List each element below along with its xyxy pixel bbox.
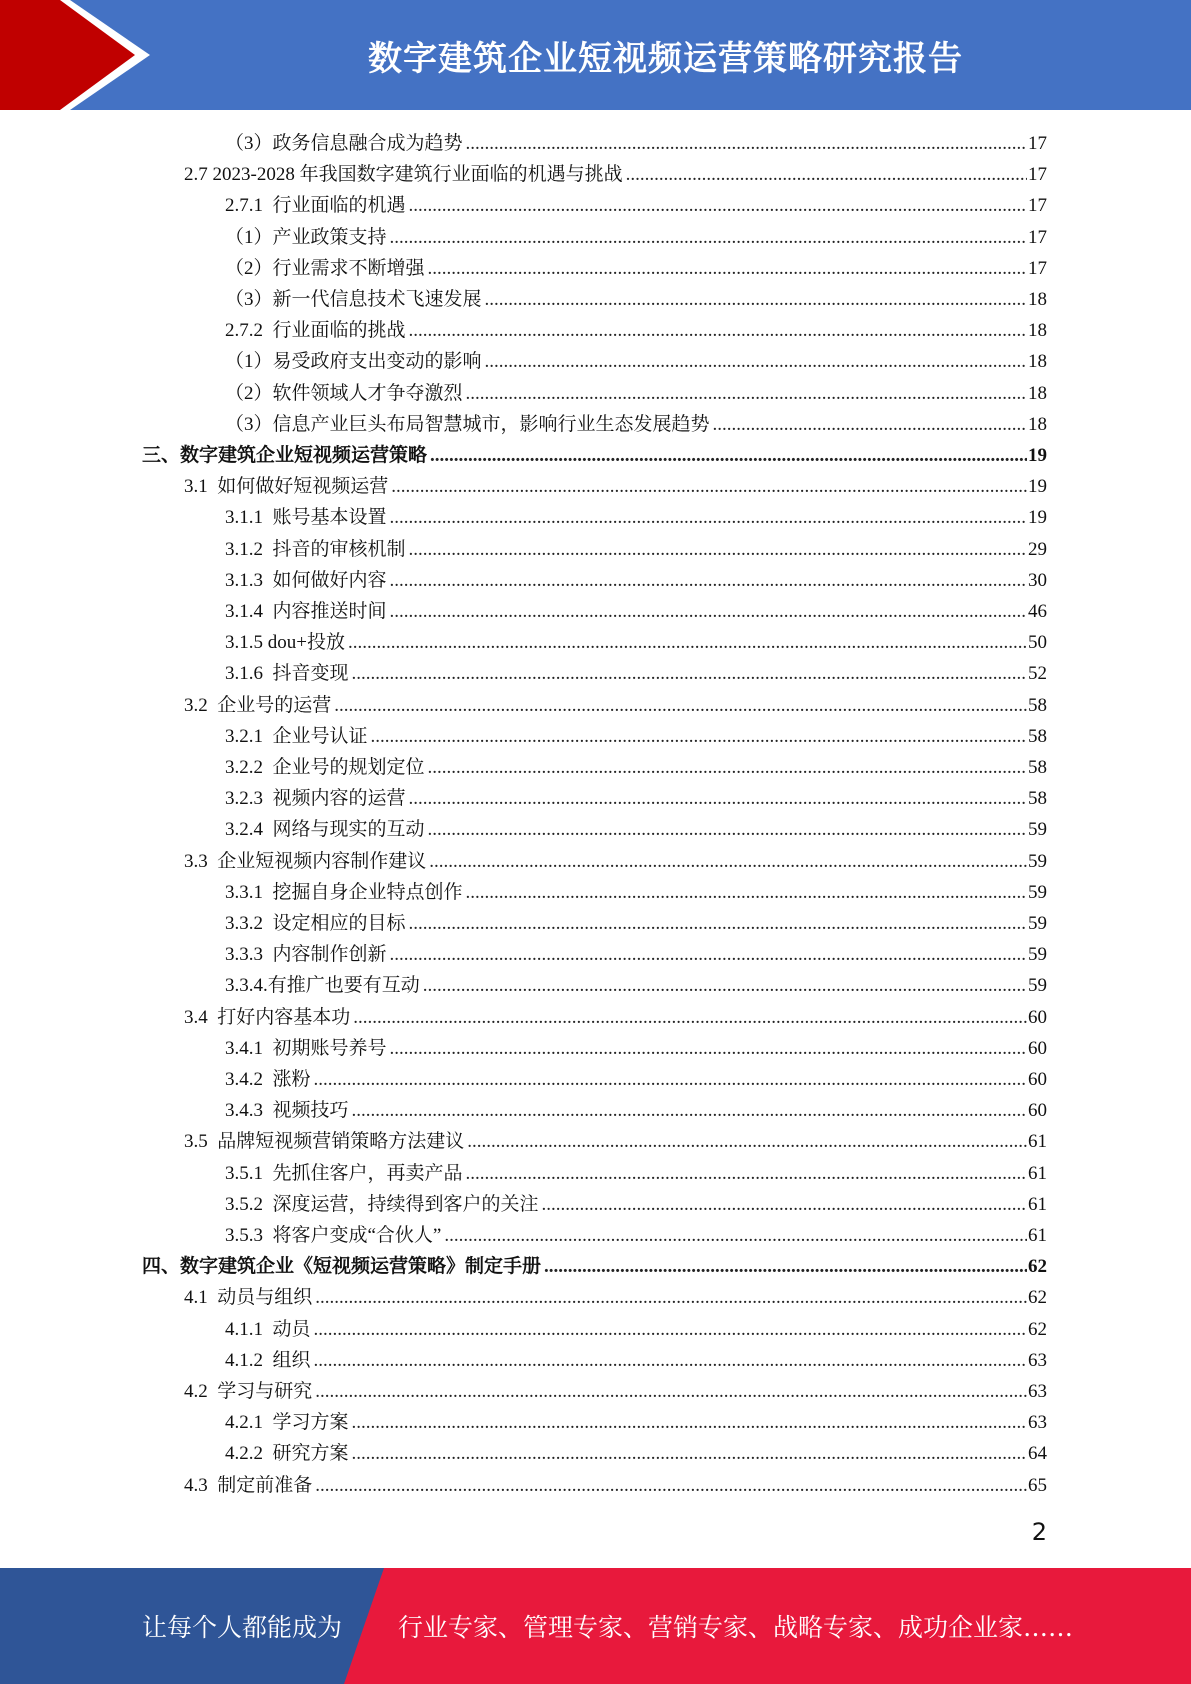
- toc-entry-label: 3.1 如何做好短视频运营: [184, 476, 389, 497]
- toc-dot-leader: [409, 783, 1027, 814]
- toc-entry-page: 17: [1028, 133, 1047, 154]
- toc-entry[interactable]: [225, 596, 1047, 627]
- toc-entry-label: （3）新一代信息技术飞速发展: [225, 289, 482, 310]
- toc-entry[interactable]: [225, 346, 1047, 377]
- toc-dot-leader: [353, 1002, 1027, 1033]
- toc-dot-leader: [390, 596, 1027, 627]
- toc-dot-leader: [423, 970, 1027, 1001]
- toc-entry-label: 4.2.2 研究方案: [225, 1443, 349, 1464]
- toc-entry-page: 59: [1028, 944, 1047, 965]
- toc-entry[interactable]: [225, 877, 1047, 908]
- toc-entry-page: 62: [1028, 1287, 1047, 1308]
- toc-entry-label: 3.2 企业号的运营: [184, 695, 332, 716]
- toc-dot-leader: [409, 315, 1027, 346]
- toc-dot-leader: [390, 502, 1027, 533]
- report-title: 数字建筑企业短视频运营策略研究报告: [368, 38, 963, 79]
- toc-entry[interactable]: [225, 502, 1047, 533]
- toc-dot-leader: [352, 1407, 1027, 1438]
- toc-entry-page: 61: [1028, 1225, 1047, 1246]
- toc-entry-label: 四、数字建筑企业《短视频运营策略》制定手册: [142, 1256, 542, 1277]
- toc-entry-page: 61: [1028, 1131, 1047, 1152]
- toc-entry[interactable]: [225, 1189, 1047, 1220]
- toc-entry-page: 65: [1028, 1475, 1047, 1496]
- toc-dot-leader: [390, 1033, 1027, 1064]
- toc-entry[interactable]: [225, 1314, 1047, 1345]
- toc-entry-label: 3.1.4 内容推送时间: [225, 601, 387, 622]
- toc-dot-leader: [314, 1314, 1027, 1345]
- toc-entry[interactable]: [225, 253, 1047, 284]
- toc-dot-leader: [352, 1095, 1027, 1126]
- page-header: [0, 0, 1191, 110]
- toc-entry-label: （1）产业政策支持: [225, 227, 387, 248]
- toc-entry[interactable]: [225, 1158, 1047, 1189]
- toc-entry[interactable]: [225, 658, 1047, 689]
- toc-entry-label: 3.2.4 网络与现实的互动: [225, 819, 425, 840]
- toc-dot-leader: [485, 346, 1027, 377]
- toc-dot-leader: [409, 908, 1027, 939]
- toc-entry[interactable]: [225, 1345, 1047, 1376]
- toc-entry[interactable]: [225, 908, 1047, 939]
- toc-entry-label: 2.7.1 行业面临的机遇: [225, 195, 406, 216]
- toc-entry-page: 64: [1028, 1443, 1047, 1464]
- toc-dot-leader: [467, 1126, 1027, 1157]
- toc-entry[interactable]: [184, 1282, 1047, 1313]
- toc-entry[interactable]: [225, 409, 1047, 440]
- toc-entry-page: 58: [1028, 757, 1047, 778]
- toc-dot-leader: [485, 284, 1027, 315]
- toc-entry[interactable]: [225, 783, 1047, 814]
- toc-entry-label: 4.3 制定前准备: [184, 1475, 313, 1496]
- toc-entry-label: 4.1.2 组织: [225, 1350, 311, 1371]
- toc-dot-leader: [409, 534, 1027, 565]
- toc-entry-label: （2）行业需求不断增强: [225, 258, 425, 279]
- toc-entry-label: 3.1.3 如何做好内容: [225, 570, 387, 591]
- toc-entry[interactable]: [225, 1438, 1047, 1469]
- toc-entry[interactable]: [225, 315, 1047, 346]
- toc-dot-leader: [334, 690, 1027, 721]
- toc-entry[interactable]: [225, 565, 1047, 596]
- toc-entry-label: 3.2.3 视频内容的运营: [225, 788, 406, 809]
- toc-entry[interactable]: [184, 1470, 1047, 1501]
- toc-entry[interactable]: [225, 627, 1047, 658]
- toc-entry-page: 59: [1028, 975, 1047, 996]
- toc-entry[interactable]: [184, 159, 1047, 190]
- toc-entry[interactable]: [225, 222, 1047, 253]
- toc-entry[interactable]: [225, 1064, 1047, 1095]
- toc-entry-label: 3.5.1 先抓住客户，再卖产品: [225, 1163, 463, 1184]
- toc-dot-leader: [348, 627, 1027, 658]
- toc-entry-page: 17: [1028, 164, 1047, 185]
- toc-entry-label: 3.1.5 dou+投放: [225, 632, 345, 653]
- toc-entry-page: 58: [1028, 726, 1047, 747]
- toc-entry-page: 18: [1028, 414, 1047, 435]
- toc-entry[interactable]: [225, 752, 1047, 783]
- toc-entry-page: 52: [1028, 663, 1047, 684]
- toc-entry[interactable]: [225, 534, 1047, 565]
- toc-entry-label: 4.1 动员与组织: [184, 1287, 313, 1308]
- toc-dot-leader: [315, 1282, 1027, 1313]
- toc-entry-page: 46: [1028, 601, 1047, 622]
- toc-entry[interactable]: [184, 471, 1047, 502]
- toc-entry-label: 3.3.2 设定相应的目标: [225, 913, 406, 934]
- toc-dot-leader: [390, 939, 1027, 970]
- toc-dot-leader: [428, 752, 1027, 783]
- toc-dot-leader: [390, 565, 1027, 596]
- toc-dot-leader: [542, 1189, 1027, 1220]
- toc-entry-label: 4.2.1 学习方案: [225, 1412, 349, 1433]
- toc-dot-leader: [352, 658, 1027, 689]
- toc-entry-page: 18: [1028, 383, 1047, 404]
- toc-dot-leader: [314, 1345, 1027, 1376]
- toc-entry-label: 3.5.3 将客户变成“合伙人”: [225, 1225, 442, 1246]
- toc-dot-leader: [352, 1438, 1027, 1469]
- toc-entry-page: 59: [1028, 913, 1047, 934]
- toc-entry-page: 17: [1028, 227, 1047, 248]
- toc-entry-label: 2.7 2023-2028 年我国数字建筑行业面临的机遇与挑战: [184, 164, 623, 185]
- toc-entry-label: 4.2 学习与研究: [184, 1381, 313, 1402]
- toc-entry-page: 18: [1028, 289, 1047, 310]
- toc-entry[interactable]: [225, 939, 1047, 970]
- toc-entry-page: 63: [1028, 1350, 1047, 1371]
- toc-dot-leader: [466, 378, 1027, 409]
- toc-entry-page: 62: [1028, 1319, 1047, 1340]
- toc-dot-leader: [466, 1158, 1027, 1189]
- toc-entry-page: 59: [1028, 882, 1047, 903]
- toc-entry[interactable]: [184, 690, 1047, 721]
- toc-entry[interactable]: [225, 1220, 1047, 1251]
- toc-dot-leader: [444, 1220, 1027, 1251]
- toc-entry[interactable]: [225, 1407, 1047, 1438]
- toc-entry-page: 19: [1028, 445, 1047, 466]
- toc-entry[interactable]: [184, 1002, 1047, 1033]
- toc-entry-page: 63: [1028, 1412, 1047, 1433]
- toc-entry-label: 4.1.1 动员: [225, 1319, 311, 1340]
- toc-entry-page: 17: [1028, 195, 1047, 216]
- toc-entry-label: 3.4.2 涨粉: [225, 1069, 311, 1090]
- toc-entry[interactable]: [184, 1126, 1047, 1157]
- header-arrow-decoration: [0, 0, 160, 110]
- toc-entry-page: 59: [1028, 819, 1047, 840]
- toc-entry-label: 3.1.2 抖音的审核机制: [225, 539, 406, 560]
- toc-dot-leader: [429, 846, 1027, 877]
- toc-dot-leader: [390, 222, 1027, 253]
- toc-entry-label: 三、数字建筑企业短视频运营策略: [142, 445, 428, 466]
- toc-dot-leader: [713, 409, 1027, 440]
- toc-dot-leader: [371, 721, 1027, 752]
- toc-dot-leader: [428, 253, 1027, 284]
- toc-entry-page: 18: [1028, 351, 1047, 372]
- toc-entry-label: （2）软件领域人才争夺激烈: [225, 383, 463, 404]
- toc-entry-page: 19: [1028, 476, 1047, 497]
- page-footer: [0, 1568, 1191, 1684]
- toc-entry-page: 60: [1028, 1007, 1047, 1028]
- toc-entry-label: 2.7.2 行业面临的挑战: [225, 320, 406, 341]
- toc-entry-page: 60: [1028, 1069, 1047, 1090]
- toc-entry-label: 3.3.3 内容制作创新: [225, 944, 387, 965]
- toc-dot-leader: [626, 159, 1027, 190]
- toc-entry-label: 3.3.4.有推广也要有互动: [225, 975, 420, 996]
- toc-dot-leader: [391, 471, 1027, 502]
- toc-entry-label: 3.4.1 初期账号养号: [225, 1038, 387, 1059]
- toc-entry-label: 3.1.1 账号基本设置: [225, 507, 387, 528]
- toc-entry[interactable]: [142, 1251, 1047, 1282]
- toc-dot-leader: [544, 1251, 1027, 1282]
- toc-entry[interactable]: [225, 1095, 1047, 1126]
- toc-entry[interactable]: [225, 814, 1047, 845]
- toc-entry[interactable]: [225, 128, 1047, 159]
- toc-entry[interactable]: [184, 1376, 1047, 1407]
- page-number: 2: [1031, 1518, 1047, 1546]
- toc-dot-leader: [314, 1064, 1027, 1095]
- toc-dot-leader: [315, 1376, 1027, 1407]
- toc-entry-label: （1）易受政府支出变动的影响: [225, 351, 482, 372]
- toc-entry-label: 3.5.2 深度运营，持续得到客户的关注: [225, 1194, 539, 1215]
- toc-dot-leader: [409, 190, 1027, 221]
- toc-entry[interactable]: [225, 721, 1047, 752]
- toc-entry[interactable]: [225, 970, 1047, 1001]
- toc-entry-page: 59: [1028, 851, 1047, 872]
- toc-entry-label: （3）信息产业巨头布局智慧城市，影响行业生态发展趋势: [225, 414, 710, 435]
- toc-entry-label: 3.4 打好内容基本功: [184, 1007, 351, 1028]
- toc-entry-page: 17: [1028, 258, 1047, 279]
- toc-entry-label: 3.1.6 抖音变现: [225, 663, 349, 684]
- toc-entry[interactable]: [184, 846, 1047, 877]
- toc-entry-label: 3.5 品牌短视频营销策略方法建议: [184, 1131, 465, 1152]
- toc-entry-label: 3.2.1 企业号认证: [225, 726, 368, 747]
- toc-entry-page: 19: [1028, 507, 1047, 528]
- toc-entry[interactable]: [225, 190, 1047, 221]
- toc-entry[interactable]: [225, 1033, 1047, 1064]
- toc-entry-page: 58: [1028, 695, 1047, 716]
- toc-entry-page: 58: [1028, 788, 1047, 809]
- footer-slogan-right: 行业专家、管理专家、营销专家、战略专家、成功企业家……: [398, 1613, 1074, 1642]
- toc-dot-leader: [466, 128, 1027, 159]
- toc-entry-label: 3.3.1 挖掘自身企业特点创作: [225, 882, 463, 903]
- footer-slogan-left: 让每个人都能成为: [142, 1613, 343, 1642]
- toc-entry-label: （3）政务信息融合成为趋势: [225, 133, 463, 154]
- toc-entry-label: 3.4.3 视频技巧: [225, 1100, 349, 1121]
- toc-dot-leader: [428, 814, 1027, 845]
- toc-dot-leader: [315, 1470, 1027, 1501]
- toc-entry-page: 18: [1028, 320, 1047, 341]
- toc-entry-page: 60: [1028, 1038, 1047, 1059]
- toc-entry-page: 50: [1028, 632, 1047, 653]
- toc-entry-page: 62: [1028, 1256, 1047, 1277]
- toc-entry-page: 60: [1028, 1100, 1047, 1121]
- toc-entry-label: 3.2.2 企业号的规划定位: [225, 757, 425, 778]
- toc-entry-page: 61: [1028, 1194, 1047, 1215]
- toc-dot-leader: [430, 440, 1027, 471]
- toc-entry[interactable]: [225, 284, 1047, 315]
- toc-dot-leader: [466, 877, 1027, 908]
- toc-entry[interactable]: [142, 440, 1047, 471]
- toc-entry-page: 29: [1028, 539, 1047, 560]
- toc-entry-page: 61: [1028, 1163, 1047, 1184]
- toc-entry[interactable]: [225, 378, 1047, 409]
- toc-entry-page: 30: [1028, 570, 1047, 591]
- toc-entry-page: 63: [1028, 1381, 1047, 1402]
- toc-entry-label: 3.3 企业短视频内容制作建议: [184, 851, 427, 872]
